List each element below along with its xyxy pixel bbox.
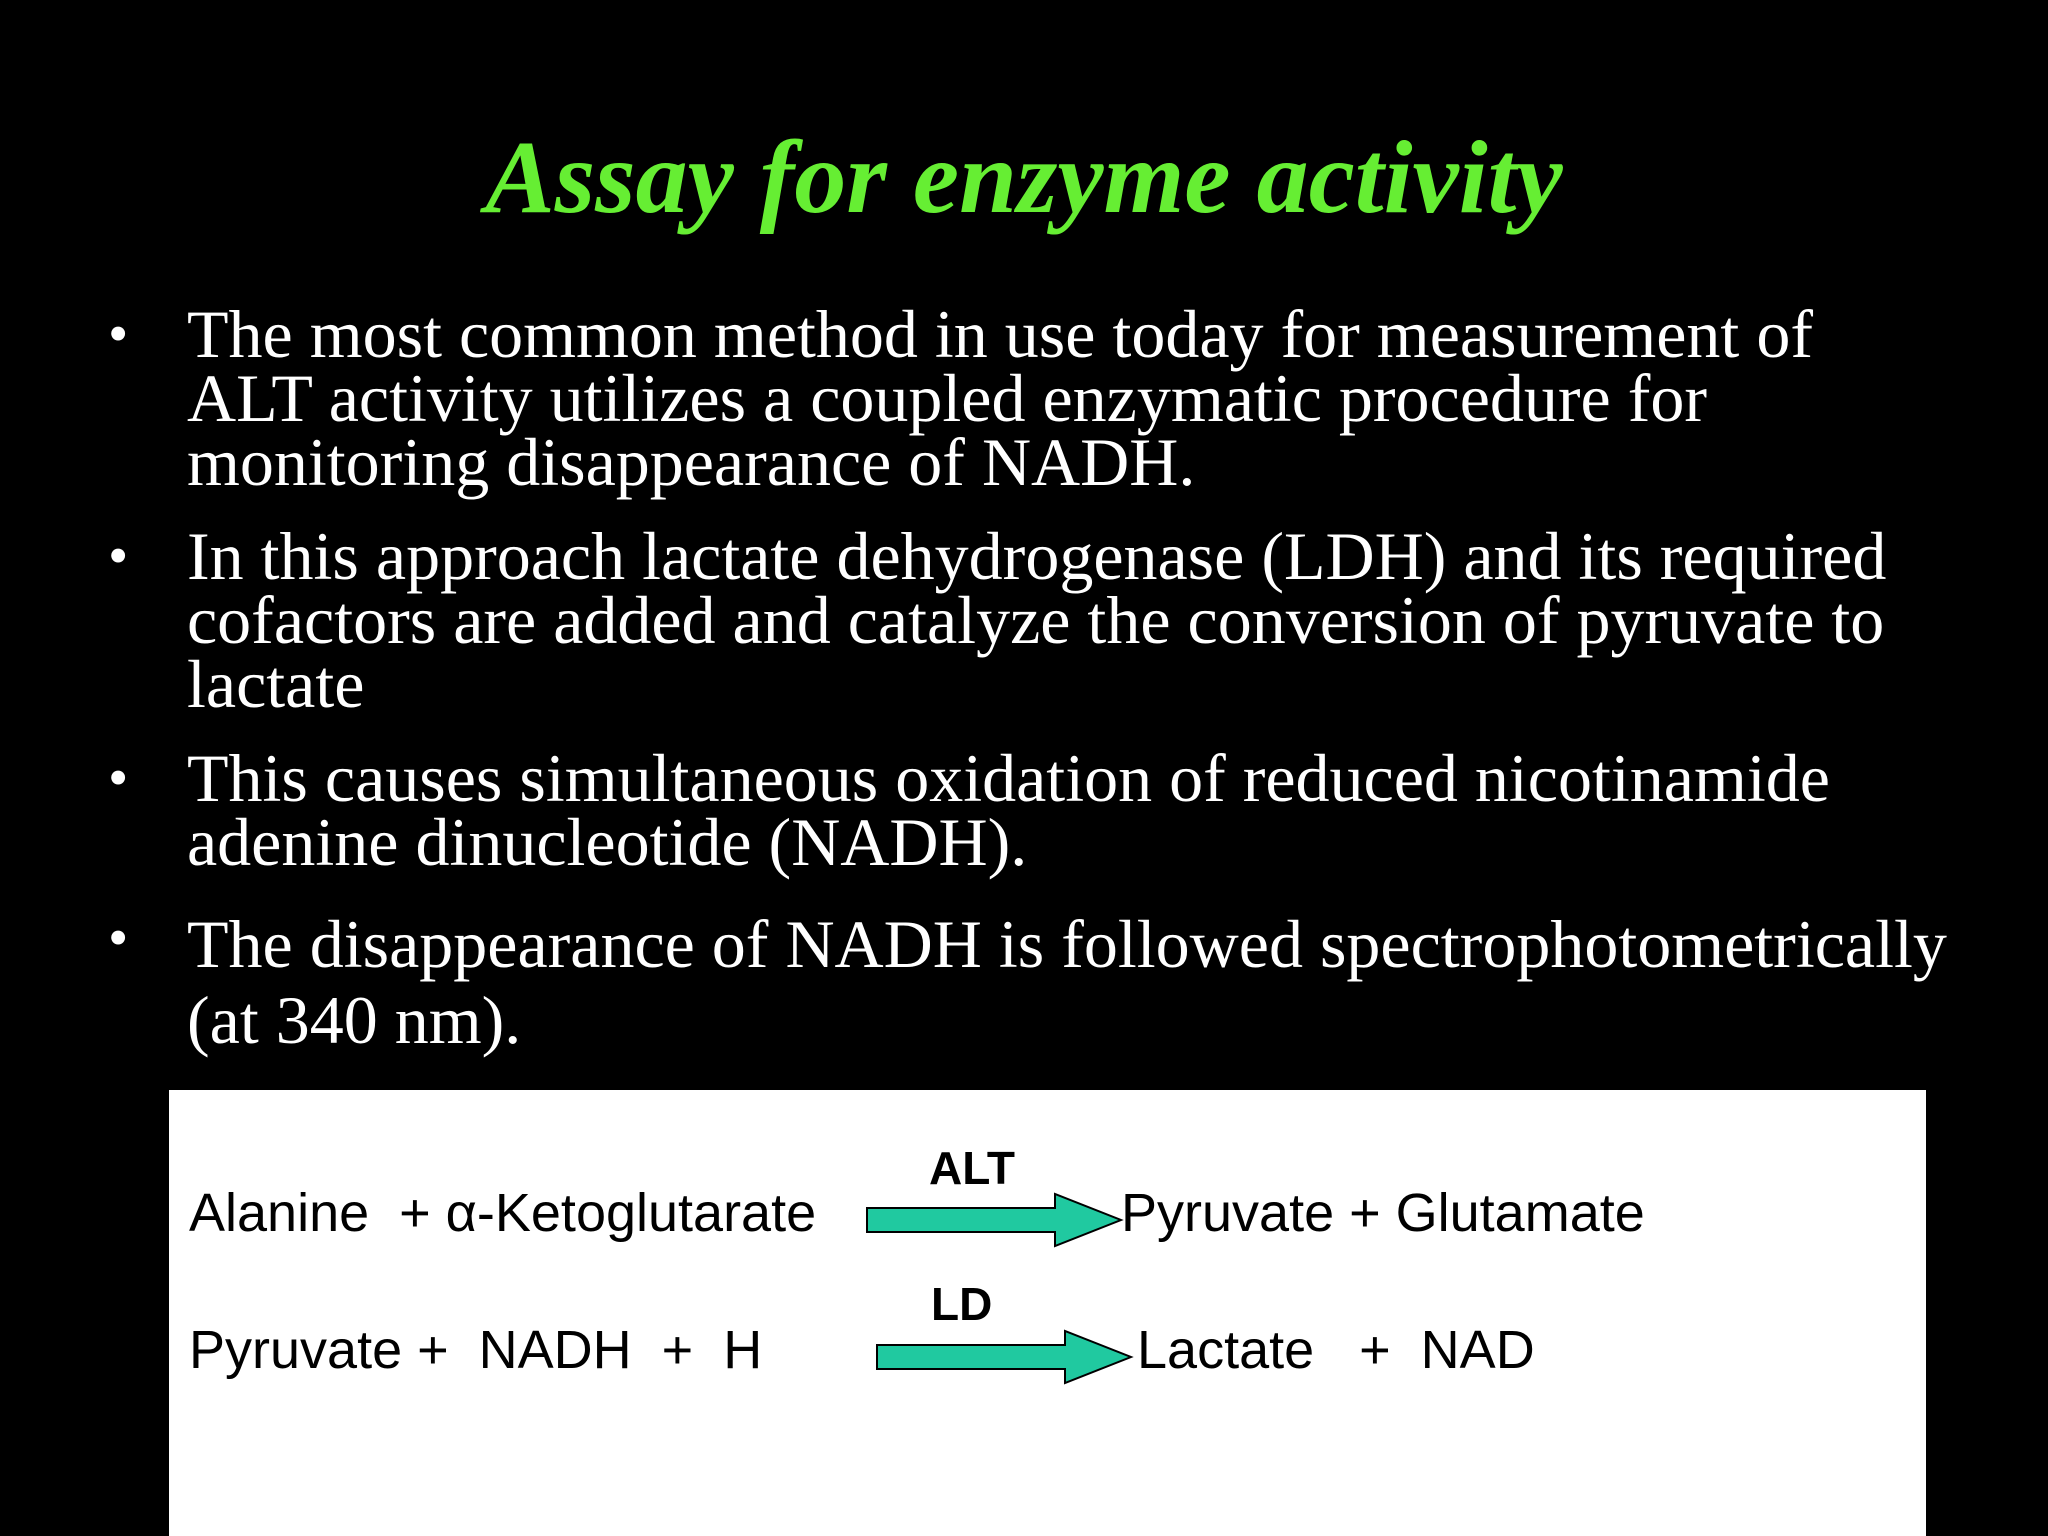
bullet-marker: • (108, 905, 129, 970)
bullet-marker: • (108, 301, 129, 366)
reaction-2-enzyme-label: LD (931, 1278, 993, 1330)
right-block-arrow-icon (875, 1329, 1135, 1385)
bullet-text-3: This causes simultaneous oxidation of reduced nicotinamide adenine dinucleotide (NADH). (187, 740, 1830, 880)
bullet-text-4: The disappearance of NADH is followed spectrophotometrically (at 340 nm). (187, 906, 1947, 1058)
reaction-1-substrates: Alanine + α-Ketoglutarate (189, 1183, 817, 1243)
bullet-text-2: In this approach lactate dehydrogenase (LDH) and its required cofactors are added and catalyze the conversion of pyruvate to lactate (187, 518, 1887, 722)
slide-title: Assay for enzyme activity (485, 120, 1563, 235)
reaction-1-products: Pyruvate + Glutamate (1121, 1183, 1645, 1243)
bullet-marker: • (108, 523, 129, 588)
bullet-text-1: The most common method in use today for measurement of ALT activity utilizes a coupled enzymatic procedure for monitoring disappearance of NADH. (187, 296, 1813, 500)
reaction-2-products: Lactate + NAD (1137, 1320, 1535, 1380)
right-block-arrow-icon (865, 1192, 1125, 1248)
reaction-1-enzyme-label: ALT (929, 1142, 1016, 1194)
reaction-scheme-panel (169, 1090, 1926, 1536)
bullet-marker: • (108, 745, 129, 810)
reaction-2-substrates: Pyruvate + NADH + H (189, 1320, 763, 1380)
